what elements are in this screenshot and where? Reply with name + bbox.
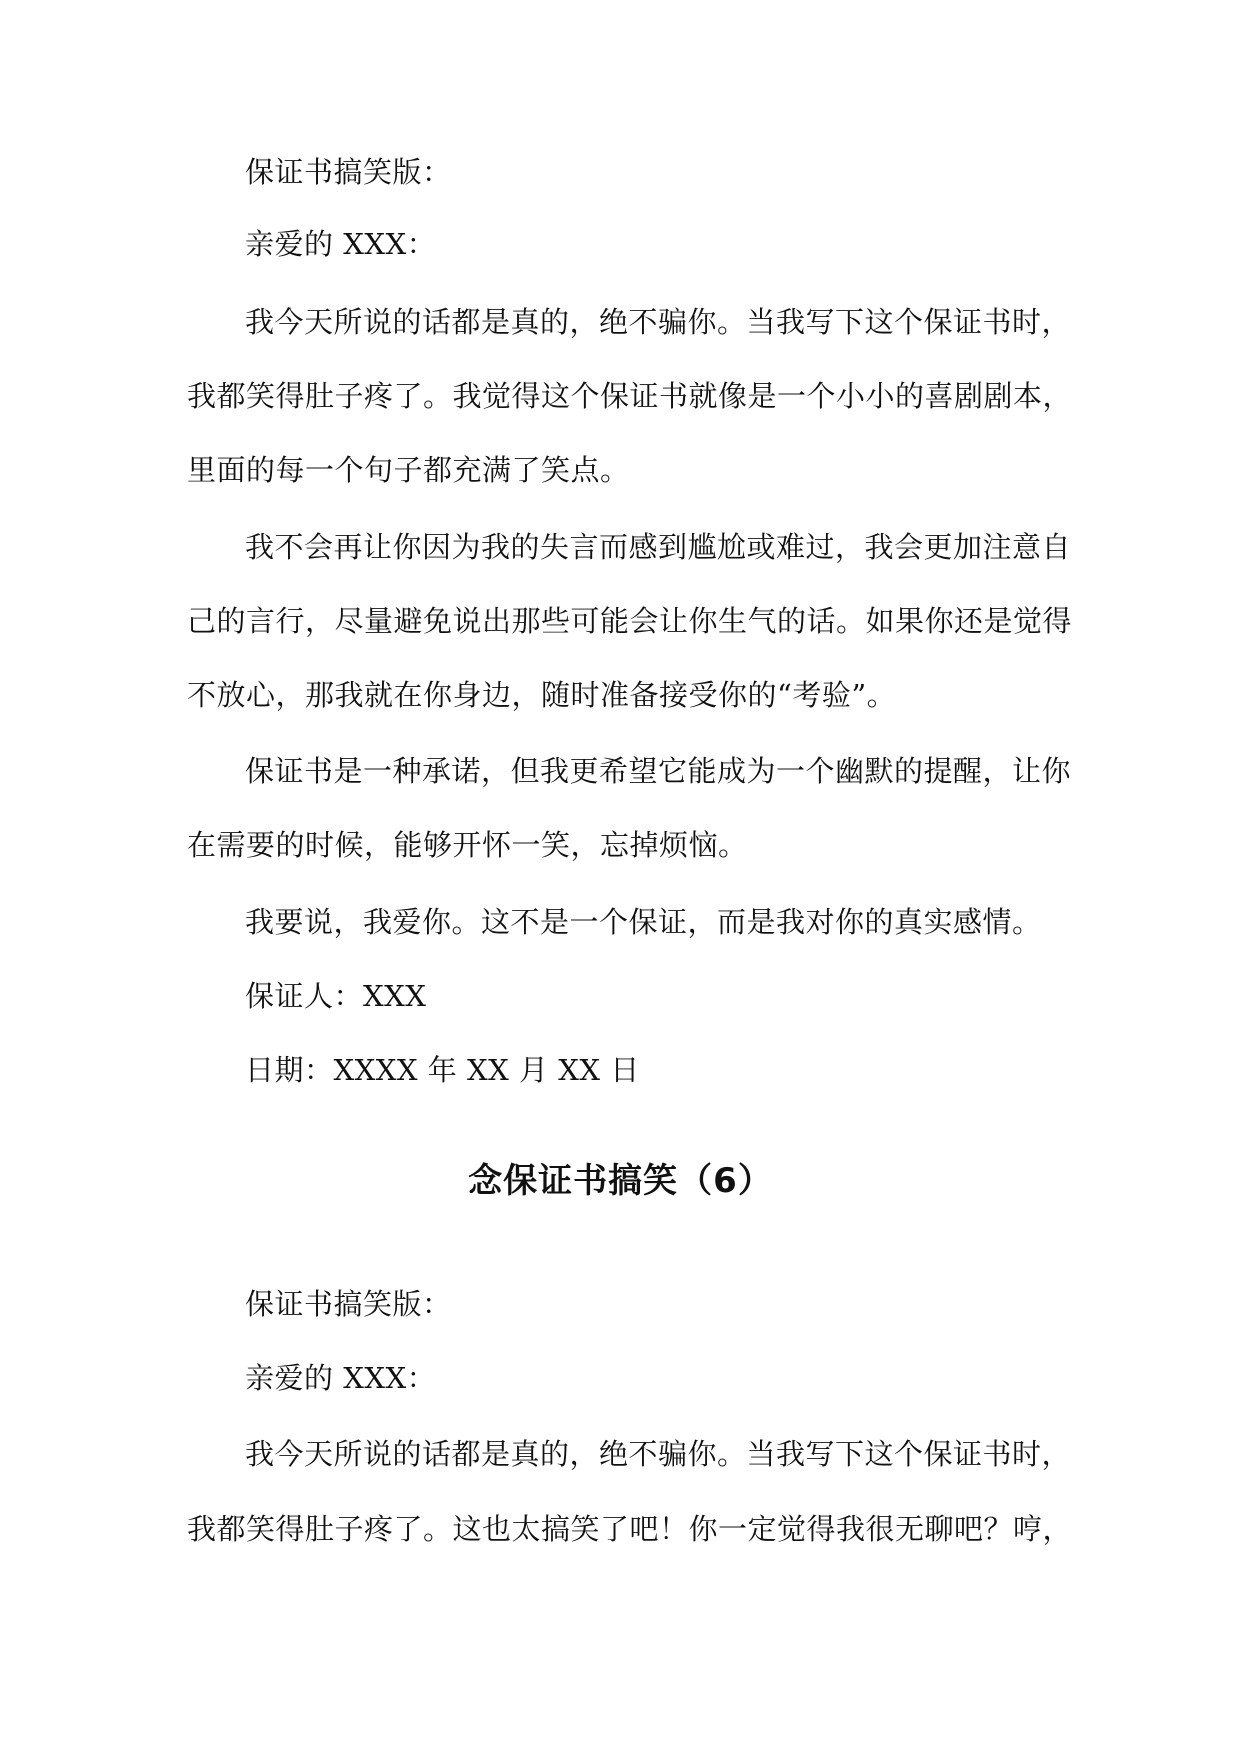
date-line: 日期：XXXX 年 XX 月 XX 日 [245, 1053, 640, 1087]
paragraph-line: 里面的每一个句子都充满了笑点。 [187, 453, 630, 487]
paragraph-line: 我不会再让你因为我的失言而感到尴尬或难过，我会更加注意自 [245, 530, 1072, 564]
salutation: 亲爱的 XXX： [245, 1361, 437, 1395]
paragraph-line: 我今天所说的话都是真的，绝不骗你。当我写下这个保证书时， [245, 1437, 1072, 1471]
paragraph-line: 我今天所说的话都是真的，绝不骗你。当我写下这个保证书时， [245, 305, 1072, 339]
paragraph-line: 己的言行，尽量避免说出那些可能会让你生气的话。如果你还是觉得 [187, 604, 1073, 638]
heading-label: 保证书搞笑版： [245, 155, 452, 189]
paragraph-line: 我都笑得肚子疼了。我觉得这个保证书就像是一个小小的喜剧剧本， [187, 379, 1073, 413]
paragraph-line: 在需要的时候，能够开怀一笑，忘掉烦恼。 [187, 828, 748, 862]
salutation: 亲爱的 XXX： [245, 227, 437, 261]
paragraph-line: 我都笑得肚子疼了。这也太搞笑了吧！你一定觉得我很无聊吧？哼， [187, 1512, 1073, 1546]
paragraph-line: 保证书是一种承诺，但我更希望它能成为一个幽默的提醒，让你 [245, 754, 1072, 788]
paragraph-line: 不放心，那我就在你身边，随时准备接受你的“考验”。 [187, 678, 897, 712]
guarantor-line: 保证人：XXX [245, 979, 427, 1013]
paragraph-line: 我要说，我爱你。这不是一个保证，而是我对你的真实感情。 [245, 905, 1042, 939]
section-title: 念保证书搞笑（6） [468, 1161, 773, 1201]
heading-label: 保证书搞笑版： [245, 1287, 452, 1321]
